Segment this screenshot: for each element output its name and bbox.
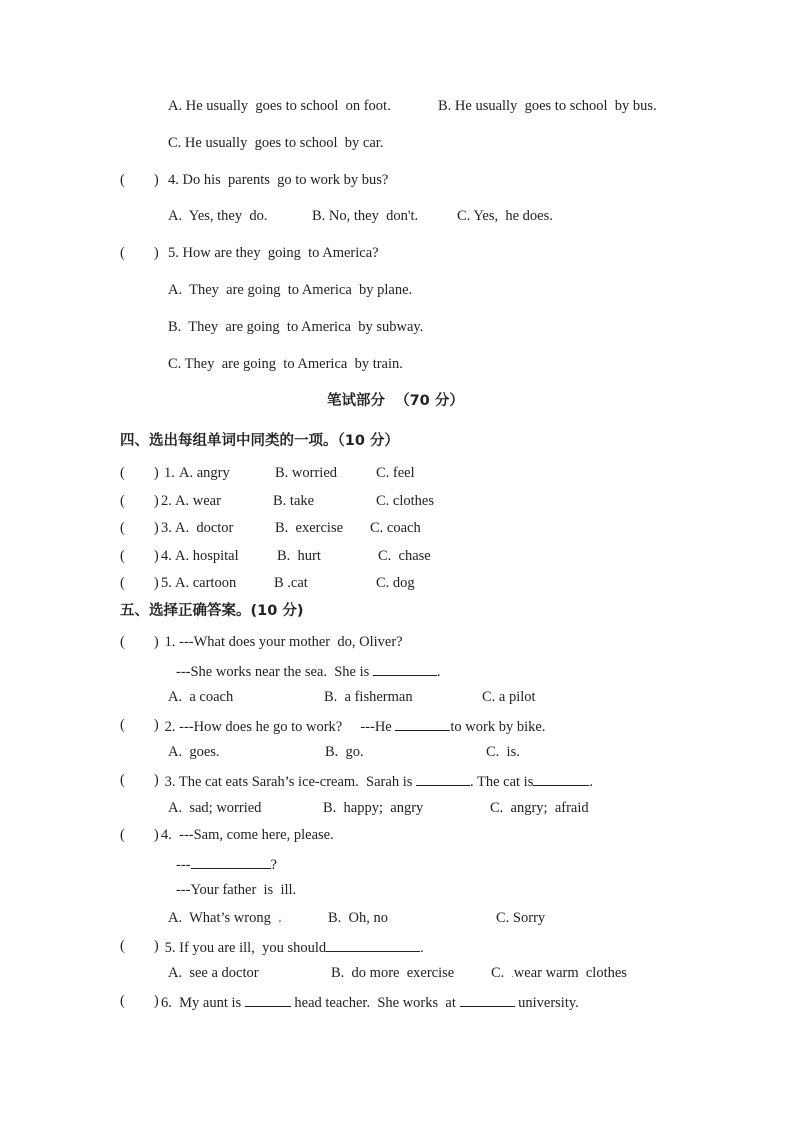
option-b: B. Oh, no xyxy=(328,910,389,926)
answer-paren[interactable]: ( ) xyxy=(120,245,159,261)
question-stem xyxy=(161,992,579,1012)
option-b: B. go. xyxy=(325,744,364,760)
item-number: 5. xyxy=(161,575,172,591)
option-c: C. a pilot xyxy=(482,689,536,705)
answer-paren[interactable]: ( ) xyxy=(120,520,159,536)
option-a: A. cartoon xyxy=(175,575,237,591)
question-stem xyxy=(161,716,545,736)
stem-text: 5. If you are ill, you should xyxy=(161,940,327,956)
stem-text: . xyxy=(420,940,424,956)
option-b: B. worried xyxy=(275,465,338,481)
option-b: B. No, they don't. xyxy=(312,208,419,224)
answer-blank[interactable] xyxy=(245,992,291,1007)
section-heading: 笔试部分 （70 分） xyxy=(327,393,464,409)
option-c: C. Yes, he does. xyxy=(457,208,553,224)
option-c: C. He usually goes to school by car. xyxy=(168,135,384,151)
question-reply xyxy=(176,661,441,681)
stem-text: . The cat is xyxy=(470,774,534,790)
reply-text: ---She works near the sea. She is xyxy=(176,664,373,680)
stem-text: . xyxy=(589,774,593,790)
option-a: A. a coach xyxy=(168,689,234,705)
option-a: A. Yes, they do. xyxy=(168,208,268,224)
option-b: B. They are going to America by subway. xyxy=(168,319,424,335)
dialogue-line: ---Your father is ill. xyxy=(176,882,297,898)
option-b: B. hurt xyxy=(277,548,321,564)
option-b: B. He usually goes to school by bus. xyxy=(438,98,657,114)
dialogue-line xyxy=(176,854,277,874)
option-a: A. wear xyxy=(175,493,221,509)
answer-blank[interactable] xyxy=(191,854,271,869)
stem-text: 6. My aunt is xyxy=(161,995,245,1011)
option-b: B. take xyxy=(273,493,315,509)
answer-paren[interactable]: ( ) xyxy=(120,575,159,591)
question-stem xyxy=(161,937,424,957)
answer-paren[interactable]: ( ) xyxy=(120,993,159,1009)
option-b: B. exercise xyxy=(275,520,344,536)
answer-paren[interactable]: ( ) xyxy=(120,172,159,188)
option-c-label: C. xyxy=(491,965,512,981)
question-stem: 5. How are they going to America? xyxy=(168,245,379,261)
answer-paren[interactable]: ( ) xyxy=(120,827,159,843)
option-b: B. a fisherman xyxy=(324,689,413,705)
answer-blank[interactable] xyxy=(533,771,589,786)
option-c: C. They are going to America by train. xyxy=(168,356,403,372)
stray-mark: . xyxy=(278,910,282,926)
answer-paren[interactable]: ( ) xyxy=(120,717,159,733)
question-stem: 1. ---What does your mother do, Oliver? xyxy=(161,634,403,650)
option-c: C. feel xyxy=(376,465,415,481)
stem-text: 2. ---How does he go to work? ---He xyxy=(161,719,396,735)
answer-paren[interactable]: ( ) xyxy=(120,548,159,564)
stem-text: head teacher. She works at xyxy=(290,995,460,1011)
answer-paren[interactable]: ( ) xyxy=(120,938,159,954)
option-a: A. He usually goes to school on foot. xyxy=(168,98,391,114)
option-a xyxy=(168,909,282,927)
stray-mark: . xyxy=(511,969,514,979)
option-a-text: A. What’s wrong xyxy=(168,910,271,926)
option-b: B. happy; angry xyxy=(323,800,424,816)
reply-end: . xyxy=(436,664,441,680)
item-number: 3. xyxy=(161,520,172,536)
question-stem xyxy=(161,771,593,791)
option-c: C. angry; afraid xyxy=(490,800,589,816)
option-a: A. hospital xyxy=(175,548,239,564)
option-c: C. chase xyxy=(378,548,431,564)
answer-paren[interactable]: ( ) xyxy=(120,493,159,509)
question-stem: 4. ---Sam, come here, please. xyxy=(161,827,334,843)
option-c-text: wear warm clothes xyxy=(513,965,627,981)
option-c: C. dog xyxy=(376,575,415,591)
option-a: A. see a doctor xyxy=(168,965,259,981)
option-a: A. goes. xyxy=(168,744,220,760)
option-a: A. They are going to America by plane. xyxy=(168,282,413,298)
item-number: 4. xyxy=(161,548,172,564)
stem-text: to work by bike. xyxy=(450,719,546,735)
section-title: 五、选择正确答案。(10 分) xyxy=(120,603,304,619)
option-c: C. Sorry xyxy=(496,910,546,926)
option-c: C. coach xyxy=(370,520,421,536)
option-b: B .cat xyxy=(274,575,308,591)
item-number: 2. xyxy=(161,493,172,509)
answer-paren[interactable]: ( ) xyxy=(120,634,159,650)
option-c: C. clothes xyxy=(376,493,434,509)
option-a: A. doctor xyxy=(175,520,234,536)
answer-paren[interactable]: ( ) xyxy=(120,465,159,481)
option-c xyxy=(491,964,627,983)
stray-mark xyxy=(271,910,278,926)
answer-blank[interactable] xyxy=(395,716,450,731)
option-a: A. angry xyxy=(179,465,230,481)
option-b: B. do more exercise xyxy=(331,965,455,981)
stem-text: 3. The cat eats Sarah’s ice-cream. Sarah is xyxy=(161,774,416,790)
question-mark: ? xyxy=(270,857,277,873)
item-number: 1. xyxy=(164,465,175,481)
answer-paren[interactable]: ( ) xyxy=(120,772,159,788)
option-a: A. sad; worried xyxy=(168,800,262,816)
answer-blank[interactable] xyxy=(460,992,515,1007)
answer-blank[interactable] xyxy=(326,937,420,952)
stem-text: university. xyxy=(514,995,579,1011)
question-stem: 4. Do his parents go to work by bus? xyxy=(168,172,389,188)
section-title: 四、选出每组单词中同类的一项。（10 分） xyxy=(120,433,399,449)
answer-blank[interactable] xyxy=(416,771,470,786)
dash-text: --- xyxy=(176,857,191,873)
answer-blank[interactable] xyxy=(373,661,437,676)
option-c: C. is. xyxy=(486,744,520,760)
